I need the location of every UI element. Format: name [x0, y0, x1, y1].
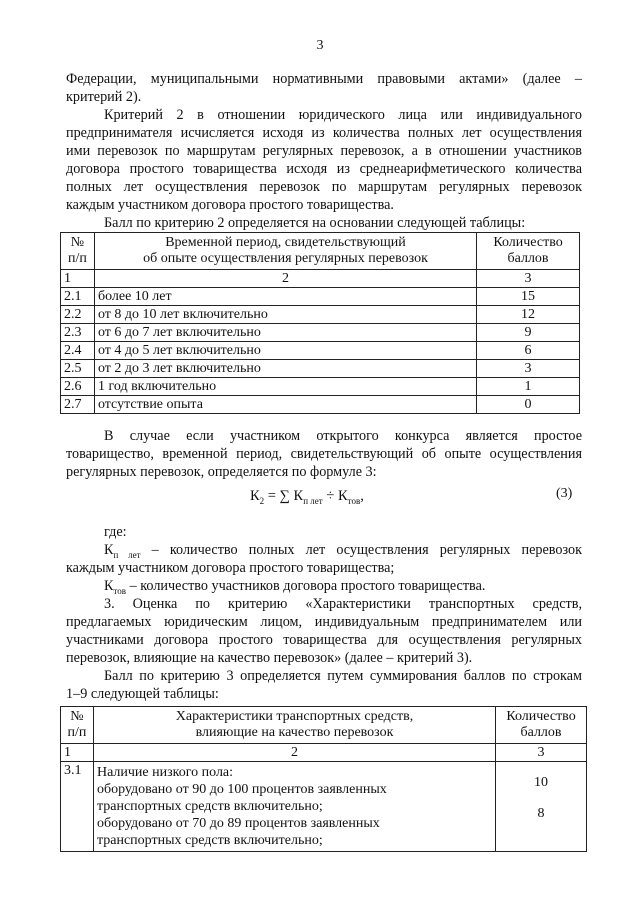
row-period: отсутствие опыта: [94, 396, 476, 414]
row-score: 12: [477, 306, 580, 324]
criterion2-line-2: предпринимателя исчисляется исходя из количества полных лет осуществления: [66, 125, 582, 141]
header-number-line2: п/п: [68, 251, 87, 266]
header-characteristics-line1: Характеристики транспортных средств,: [175, 709, 414, 724]
row-period: от 8 до 10 лет включительно: [94, 306, 476, 324]
row-line: транспортных средств включительно;: [96, 833, 323, 848]
row-period: 1 год включительно: [94, 378, 476, 396]
where-label: где:: [104, 524, 127, 540]
header-number-line1: №: [70, 235, 85, 250]
table-numbering-row: [61, 744, 587, 762]
table-row: [61, 288, 580, 306]
page-number: 3: [316, 38, 324, 53]
criterion2-line-5: полных лет осуществления перевозок по маршрутам регулярных перевозок: [66, 179, 582, 195]
numbering-cell: 3: [477, 270, 580, 288]
row-line: оборудовано от 90 до 100 процентов заявленных: [96, 782, 387, 797]
row-line: транспортных средств включительно;: [96, 799, 323, 814]
row-score-b: 8: [537, 806, 545, 821]
criterion3-line-3: участниками договора простого товарищества для осуществления регулярных: [66, 632, 582, 648]
numbering-cell: 1: [61, 270, 95, 288]
formula-kn-sub: п лет: [303, 495, 323, 506]
criterion3-line-2: предлагаемых юридическим лицом, индивидуальным предпринимателем или: [66, 614, 582, 630]
header-score: [477, 233, 580, 270]
formula-3: [250, 488, 364, 506]
partnership-line-1: В случае если участником открытого конкурса является простое: [104, 428, 582, 444]
criterion3-line-4: перевозок, влияющие на качество перевозок» (далее – критерий 3).: [66, 650, 473, 666]
row-period: от 2 до 3 лет включительно: [94, 360, 476, 378]
row-score-a: 10: [534, 775, 549, 790]
table-header-row: [61, 233, 580, 270]
table-row: [61, 342, 580, 360]
table-row: [61, 378, 580, 396]
table-row: [61, 306, 580, 324]
criterion2-line-4: договора простого товарищества исходя из среднеарифметического количества: [66, 161, 582, 177]
row-number: 3.1: [61, 762, 94, 852]
header-score: [496, 707, 587, 744]
criterion2-line-6: каждым участником договора простого товарищества.: [66, 197, 394, 213]
formula-k2: К: [250, 488, 260, 504]
numbering-cell: 3: [496, 744, 587, 762]
formula-div: ÷ К: [326, 488, 348, 504]
header-number: [61, 707, 94, 744]
row-characteristics: [93, 762, 495, 852]
row-number: 2.2: [61, 306, 95, 324]
def-ktov-sub: тов: [113, 585, 127, 596]
row-score: 15: [477, 288, 580, 306]
numbering-cell: 2: [93, 744, 495, 762]
formula-k2-sub: 2: [259, 495, 265, 506]
criterion3-line-1: 3. Оценка по критерию «Характеристики транспортных средств,: [104, 596, 582, 612]
row-number: 2.6: [61, 378, 95, 396]
partnership-line-3: регулярных перевозок, определяется по формуле 3:: [66, 464, 377, 480]
intro-line-2: критерий 2).: [66, 89, 142, 105]
row-score: 1: [477, 378, 580, 396]
criterion2-line-1: Критерий 2 в отношении юридического лица или индивидуального: [104, 107, 582, 123]
row-score: 3: [477, 360, 580, 378]
def-ktov-text: – количество участников договора простого товарищества.: [129, 578, 486, 594]
row-score: 0: [477, 396, 580, 414]
header-characteristics-line2: влияющие на качество перевозок: [195, 725, 394, 740]
row-number: 2.7: [61, 396, 95, 414]
row-number: 2.5: [61, 360, 95, 378]
def-kn-text: – количество полных лет осуществления регулярных перевозок: [151, 542, 582, 558]
row-number: 2.1: [61, 288, 95, 306]
row-score: 6: [477, 342, 580, 360]
header-period-line2: об опыте осуществления регулярных перевозок: [143, 251, 428, 266]
score-intro-2: Балл по критерию 2 определяется на основании следующей таблицы:: [104, 215, 526, 231]
def-kn-sub: п лет: [113, 549, 141, 560]
row-score: 9: [477, 324, 580, 342]
table-header-row: [61, 707, 587, 744]
header-score-line2: баллов: [520, 725, 562, 740]
formula-ktov-sub: тов: [347, 495, 361, 506]
score-intro-3-line-2: 1–9 следующей таблицы:: [66, 686, 219, 702]
formula-comma: ,: [360, 488, 364, 504]
score-intro-3-line-1: Балл по критерию 3 определяется путем суммирования баллов по строкам: [104, 668, 582, 684]
header-number-line1: №: [70, 709, 84, 724]
row-line: Наличие низкого пола:: [96, 765, 234, 780]
table-row: [61, 762, 587, 852]
table-row: [61, 324, 580, 342]
formula-number: (3): [556, 486, 573, 501]
row-number: 2.3: [61, 324, 95, 342]
criterion2-line-3: ими перевозок по маршрутам регулярных перевозок, а в отношении участников: [66, 143, 582, 159]
table-criterion-2: [60, 232, 580, 414]
numbering-cell: 1: [61, 744, 94, 762]
partnership-line-2: товарищество, временной период, свидетельствующий об опыте осуществления: [66, 446, 582, 462]
header-period: [94, 233, 476, 270]
intro-line-1: Федерации, муниципальными нормативными правовыми актами» (далее –: [66, 71, 582, 87]
row-line: оборудовано от 70 до 89 процентов заявленных: [96, 816, 380, 831]
numbering-cell: 2: [94, 270, 476, 288]
row-period: от 6 до 7 лет включительно: [94, 324, 476, 342]
header-period-line1: Временной период, свидетельствующий: [165, 235, 406, 250]
header-number: [61, 233, 95, 270]
header-number-line2: п/п: [67, 725, 87, 740]
table-numbering-row: [61, 270, 580, 288]
def-ktov-symbol: К: [104, 578, 114, 594]
header-score-line2: баллов: [507, 251, 549, 266]
row-scores: [496, 762, 587, 852]
table-row: [61, 360, 580, 378]
header-score-line1: Количество: [493, 235, 563, 250]
row-period: от 4 до 5 лет включительно: [94, 342, 476, 360]
def-kn-symbol: К: [104, 542, 114, 558]
table-row: [61, 396, 580, 414]
header-characteristics: [93, 707, 495, 744]
def-kn-line-2: каждым участником договора простого товарищества;: [66, 560, 395, 576]
row-number: 2.4: [61, 342, 95, 360]
row-period: более 10 лет: [94, 288, 476, 306]
formula-sum: = ∑ К: [267, 488, 304, 504]
header-score-line1: Количество: [506, 709, 576, 724]
table-criterion-3: [60, 706, 587, 852]
